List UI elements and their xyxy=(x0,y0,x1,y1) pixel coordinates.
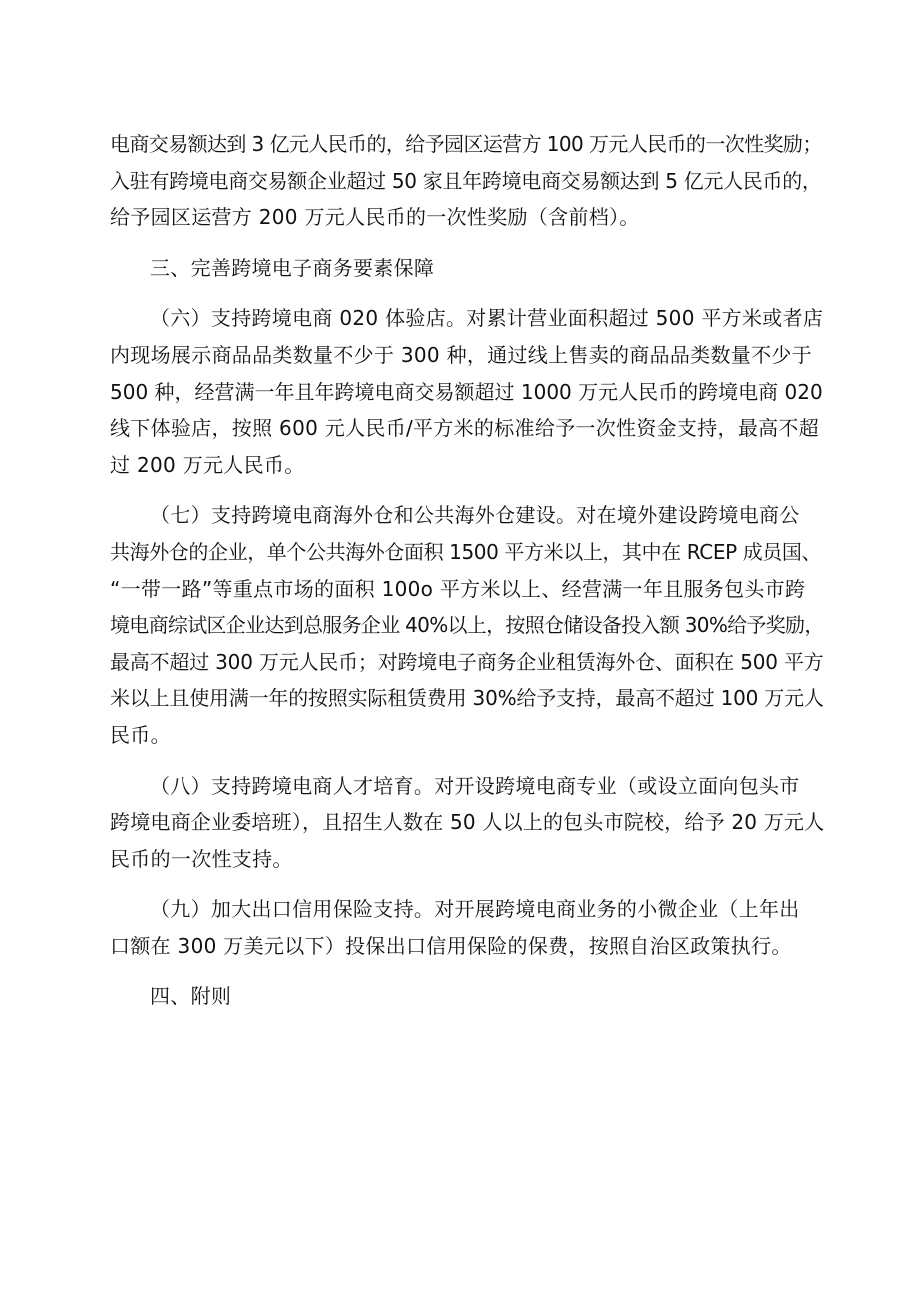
text-line: （九）加大出口信用保险支持。对开展跨境电商业务的小微企业（上年出 xyxy=(150,897,800,922)
section-heading-4 xyxy=(110,978,822,1015)
text-line: 500 种，经营满一年且年跨境电商交易额超过 1000 万元人民币的跨境电商 020 xyxy=(110,379,823,404)
text-line: 线下体验店，按照 600 元人民币/平方米的标准给予一次性资金支持，最高不超 xyxy=(110,416,820,441)
document-body xyxy=(110,126,825,1015)
text-line: 给予园区运营方 200 万元人民币的一次性奖励（含前档）。 xyxy=(110,205,640,230)
text-line: 最高不超过 300 万元人民币；对跨境电子商务企业租赁海外仓、面积在 500 平方 xyxy=(110,649,824,674)
text-line: 米以上且使用满一年的按照实际租赁费用 30%给予支持，最高不超过 100 万元人 xyxy=(110,686,824,711)
text-line: “一带一路”等重点市场的面积 100o 平方米以上、经营满一年且服务包头市跨 xyxy=(110,576,806,601)
text-line: 境电商综试区企业达到总服务企业 40%以上，按照仓储设备投入额 30%给予奖励， xyxy=(110,613,824,638)
paragraph-item-6 xyxy=(110,300,822,483)
heading-text: 三、完善跨境电子商务要素保障 xyxy=(150,255,435,280)
text-line: 民币。 xyxy=(110,722,171,747)
paragraph-item-9 xyxy=(110,891,822,964)
paragraph-gap xyxy=(110,964,822,978)
text-line: 跨境电商企业委培班），且招生人数在 50 人以上的包头市院校，给予 20 万元人 xyxy=(110,810,825,835)
text-line: 共海外仓的企业，单个公共海外仓面积 1500 平方米以上，其中在 RCEP 成员国、 xyxy=(110,539,822,564)
section-heading-3 xyxy=(110,250,822,287)
paragraph-item-7 xyxy=(110,497,822,753)
paragraph-gap xyxy=(110,754,822,768)
paragraph-gap xyxy=(110,877,822,891)
heading-text: 四、附则 xyxy=(150,984,232,1009)
paragraph-intro-continuation xyxy=(110,126,822,236)
text-line: 内现场展示商品品类数量不少于 300 种，通过线上售卖的商品品类数量不少于 xyxy=(110,342,812,367)
paragraph-gap xyxy=(110,286,822,300)
text-line: 民币的一次性支持。 xyxy=(110,846,293,871)
paragraph-item-8 xyxy=(110,768,825,878)
paragraph-gap xyxy=(110,236,822,250)
text-line: 电商交易额达到 3 亿元人民币的，给予园区运营方 100 万元人民币的一次性奖励； xyxy=(110,132,822,156)
text-line: 口额在 300 万美元以下）投保出口信用保险的保费，按照自治区政策执行。 xyxy=(110,933,792,958)
text-line: 入驻有跨境电商交易额企业超过 50 家且年跨境电商交易额达到 5 亿元人民币的， xyxy=(110,168,822,193)
text-line: （七）支持跨境电商海外仓和公共海外仓建设。对在境外建设跨境电商公 xyxy=(150,503,800,528)
text-line: （六）支持跨境电商 020 体验店。对累计营业面积超过 500 平方米或者店 xyxy=(150,306,824,331)
text-line: 过 200 万元人民币。 xyxy=(110,452,305,477)
paragraph-gap xyxy=(110,483,822,497)
text-line: （八）支持跨境电商人才培育。对开设跨境电商专业（或设立面向包头市 xyxy=(150,773,800,798)
